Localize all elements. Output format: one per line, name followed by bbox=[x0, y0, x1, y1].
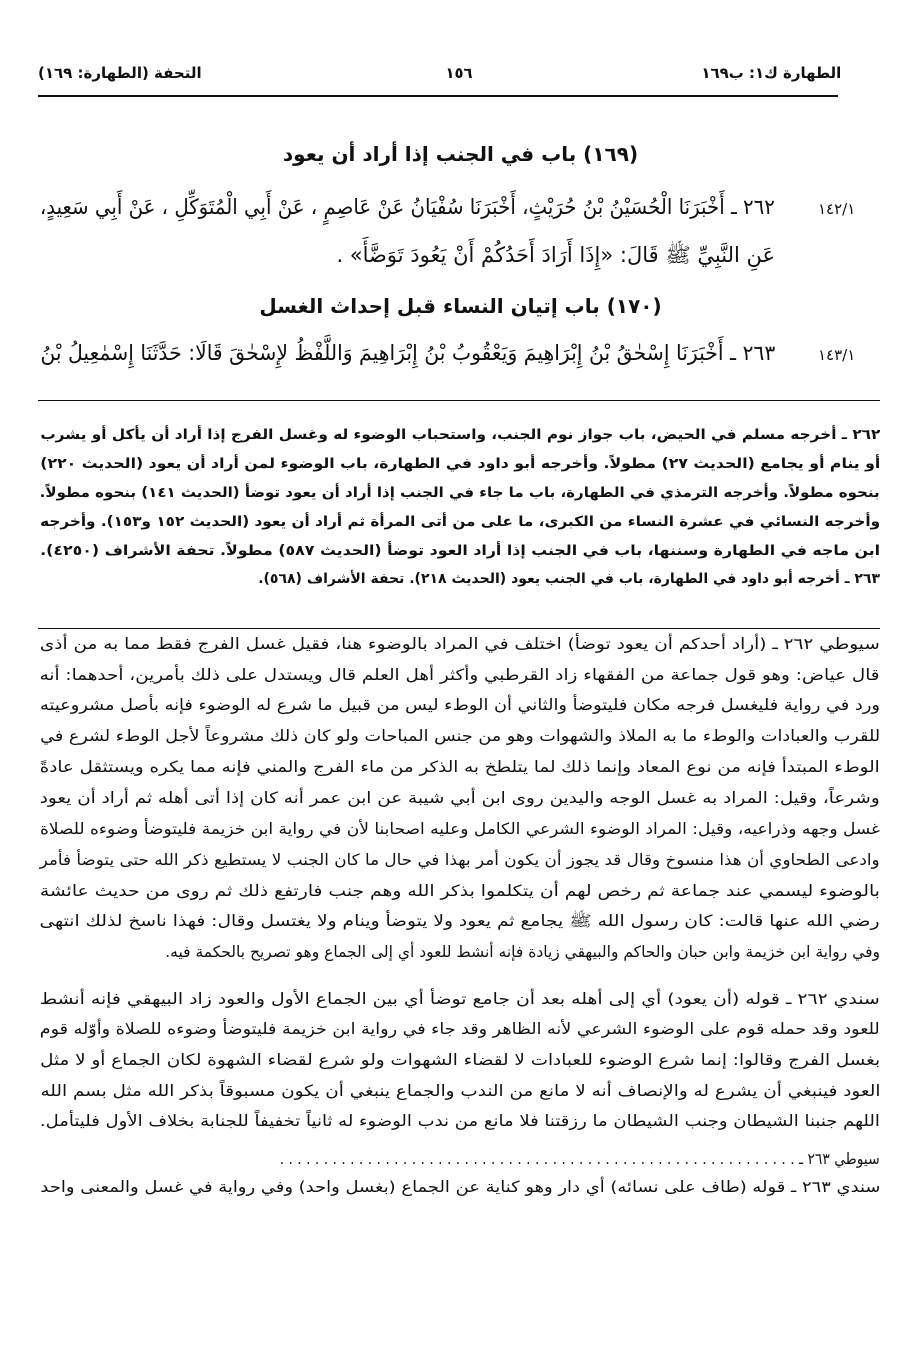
footnote-line: ٢٦٣ ـ أخرجه أبو داود في الطهارة، باب في الجنب يعود (الحديث ٢١٨). تحفة الأشراف (٥٦٨). bbox=[258, 571, 880, 587]
hadith-line: ٢٦٢ ـ أَخْبَرَنَا الْحُسَيْنُ بْنُ حُرَيْثٍ، أَخْبَرَنَا سُفْيَانُ عَنْ عَاصِمٍ ، عَنْ أَبِي الْمُتَوَكِّلِ ، عَنْ أَبِي سَعِيدٍ، bbox=[40, 195, 775, 219]
hadith-line: ٢٦٣ ـ أَخْبَرَنَا إِسْحٰقُ بْنُ إِبْرَاهِيمَ وَيَعْقُوبُ بْنُ إِبْرَاهِيمَ وَاللَّفْظُ لإِسْحٰقَ قَالَا: حَدَّثَنَا إِسْمٰعِيلُ بْنُ bbox=[40, 341, 775, 365]
commentary-line: رضي الله عنها قالت: كان رسول الله ﷺ يجامع ثم يعود ولا يتوضأ وينام ولا يغتسل وقال: فهذا ناسخ لذلك انتهى bbox=[40, 912, 880, 930]
hadith-line: عَنِ النَّبِيِّ ﷺ قَالَ: «إِذَا أَرَادَ أَحَدُكُمْ أَنْ يَعُودَ تَوَضَّأَ» . bbox=[336, 243, 775, 267]
chapter-title: (١٦٩) باب في الجنب إذا أراد أن يعود bbox=[282, 142, 639, 166]
commentary-line: بغسل الفرج وقالوا: إنما شرع الوضوء للعبادات لا لقضاء الشهوات ولو شرع لقضاء الشهوة لكان الجماع أو لا مثل bbox=[40, 1051, 880, 1069]
commentary-line: الوطء المبتدأ فإنه من نوع المعاد وإنما ذلك لما يتلطخ به الذكر من ماء الفرج والمني فإنه مما يكره ويستثقل عادةً bbox=[40, 758, 880, 776]
commentary-line: للعود وقد حمله قوم على الوضوء الشرعي لأنه الظاهر وقد جاء في رواية ابن خزيمة فليتوضأ وضوءه للصلاة وأوّله قوم bbox=[39, 1020, 880, 1038]
footnote-line: بنحوه مطولاً. وأخرجه الترمذي في الطهارة، باب ما جاء في الجنب إذا أراد أن يعود توضأ (الحديث ١٤١) بنحوه مطولاً. bbox=[40, 485, 880, 501]
running-header-chapter: الطهارة ك١: ب١٦٩ bbox=[701, 64, 841, 82]
page-number: ١٥٦ bbox=[445, 64, 473, 82]
footnote-line: وأخرجه النسائي في عشرة النساء من الكبرى، ما على من أتى المرأة ثم أراد أن يعود (الحديث ١٥٢ و١٥٣). وأخرجه bbox=[40, 514, 880, 530]
commentary-line: سندي ٢٦٢ ـ قوله (أن يعود) أي إلى أهله بعد أن جامع توضأ أي بين الجماع الأول والعود زاد البيهقي فإنه أنشط bbox=[40, 990, 880, 1008]
commentary-line: اللهم جنبنا الشيطان وجنب الشيطان ما رزقتنا فلا مانع من ندب الوضوء له ثانياً تخفيفاً للجنابة بخلاف الأول فليتأمل. bbox=[40, 1112, 880, 1130]
commentary-line: وادعى الطحاوي أن هذا منسوخ وقال قد يجوز أن يكون أمر بهذا في حال ما كان الجنب لا يستطيع ذكر الله حتى يتوضأ فأمر bbox=[40, 851, 880, 869]
commentary-rule bbox=[38, 628, 880, 629]
commentary-line: بالوضوء ليسمي عند جماعة ثم رخص لهم أن يتكلموا بذكر الله وهم جنب فارتفع ذلك ثم روى من حديث عائشة bbox=[40, 882, 880, 900]
chapter-title: (١٧٠) باب إتيان النساء قبل إحداث الغسل bbox=[259, 294, 662, 318]
commentary-line: ورد في رواية فليغسل فرجه مكان فليتوضأ والثاني أن الوطء ليس من قبيل ما شرع له الوضوء فإنه بأصل مشروعيته bbox=[39, 696, 880, 714]
commentary-line: سيوطي ٢٦٣ ـ . . . . . . . . . . . . . . . . . . . . . . . . . . . . . . . . . . . . . . . . . . . . . . . . . . . . . . . . . . . bbox=[280, 1150, 880, 1168]
header-rule bbox=[38, 95, 838, 97]
footnote-line: ٢٦٢ ـ أخرجه مسلم في الحيض، باب جواز نوم الجنب، واستحباب الوضوء له وغسل الفرج إذا أراد أن يأكل أو يشرب bbox=[40, 427, 880, 443]
commentary-line: سيوطي ٢٦٢ ـ (أراد أحدكم أن يعود توضأ) اختلف في المراد بالوضوء هنا، فقيل غسل الفرج فقط مما به من أذى bbox=[40, 635, 880, 653]
footnote-line: ابن ماجه في الطهارة وسننها، باب في الجنب إذا أراد العود توضأ (الحديث ٥٨٧) مطولاً. تحفة الأشراف (٤٢٥٠). bbox=[40, 543, 881, 559]
commentary-line: غسل وجهه وذراعيه، وقيل: المراد الوضوء الشرعي الكامل وعليه اصحابنا لأن في رواية ابن خزيمة فليتوضأ وضوءه للصلاة bbox=[40, 820, 880, 838]
commentary-line: العود فينبغي أن يشرع له والإنصاف أنه لا مانع من الندب والجماع ينبغي أن يكون مسبوقاً بذكر الله مثل بسم الله bbox=[40, 1082, 880, 1100]
commentary-line: قال عياض: وهو قول جماعة من الفقهاء زاد القرطبي وأكثر أهل العلم قال ويستدل على ذلك بأمرين، أحدهما: أنه bbox=[40, 666, 880, 684]
commentary-line: وفي رواية ابن خزيمة وابن حبان والحاكم والبيهقي زيادة فإنه أنشط للعود أي إلى الجماع وهو تصريح بالحكمة فيه. bbox=[165, 943, 880, 961]
footnote-rule bbox=[38, 400, 880, 401]
commentary-line: وشرعاً، وقيل: المراد به غسل الوجه واليدين روى ابن أبي شيبة عن ابن عمر أنه كان إذا أتى أهله ثم أراد أن يعود bbox=[39, 789, 880, 807]
commentary-line: سندي ٢٦٣ ـ قوله (طاف على نسائه) أي دار وهو كناية عن الجماع (بغسل واحد) وفي رواية في غسل والمعنى واحد bbox=[40, 1178, 880, 1196]
running-header-tuhfa: التحفة (الطهارة: ١٦٩) bbox=[38, 64, 202, 82]
margin-reference: ١٤٣/١ bbox=[818, 346, 856, 364]
commentary-line: للقرب والعبادات والوطء ما به الملاذ والشهوات وهو من جنس المباحات ولو كان ذلك مشروعاً لأجل الوطء لشرع في bbox=[40, 727, 880, 745]
footnote-line: أو ينام أو يجامع (الحديث ٢٧) مطولاً. وأخرجه أبو داود في الطهارة، باب الوضوء لمن أراد أن يعود (الحديث ٢٢٠) bbox=[39, 456, 880, 472]
margin-reference: ١٤٢/١ bbox=[818, 200, 856, 218]
